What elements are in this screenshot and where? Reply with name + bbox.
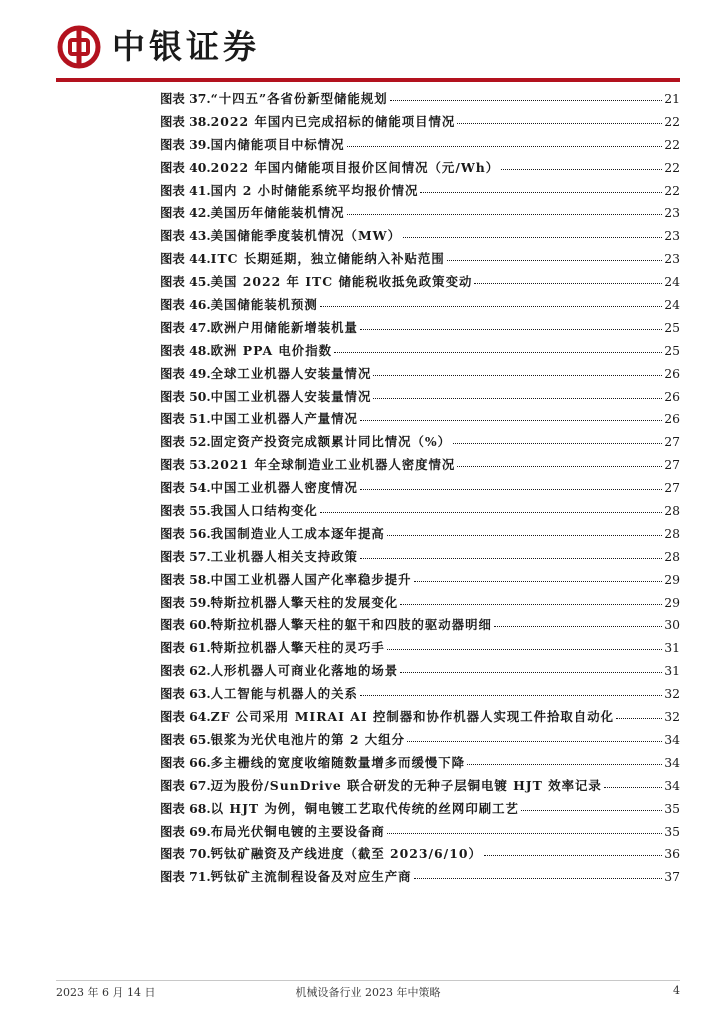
toc-entry-label: 图表 37. xyxy=(160,91,211,106)
figure-index-list xyxy=(160,88,680,889)
dot-leader xyxy=(407,740,662,742)
dot-leader xyxy=(484,854,662,856)
toc-entry-title: ZF 公司采用 MIRAI AI 控制器和协作机器人实现工件拾取自动化 xyxy=(210,709,614,725)
dot-leader xyxy=(360,488,662,490)
toc-entry-page: 25 xyxy=(664,342,680,358)
toc-entry-label: 图表 45. xyxy=(160,274,211,290)
toc-entry-label: 图表 69. xyxy=(160,823,211,839)
toc-entry-title: 工业机器人相关支持政策 xyxy=(210,548,358,564)
toc-entry[interactable] xyxy=(160,729,680,752)
toc-entry-page: 26 xyxy=(664,388,680,404)
toc-entry[interactable] xyxy=(160,660,680,683)
toc-entry-page: 35 xyxy=(664,800,680,816)
toc-entry-title: 中国工业机器人密度情况 xyxy=(210,480,358,496)
toc-entry-title: 迈为股份/SunDrive 联合研发的无种子层铜电镀 HJT 效率记录 xyxy=(210,777,602,793)
toc-entry[interactable] xyxy=(160,202,680,225)
toc-entry-label: 图表 50. xyxy=(160,388,211,404)
toc-entry-label: 图表 57. xyxy=(160,548,211,564)
toc-entry[interactable] xyxy=(160,500,680,523)
toc-entry-page: 24 xyxy=(664,274,680,290)
bank-of-china-logo-icon xyxy=(56,24,102,70)
toc-entry-title: 2021 年全球制造业工业机器人密度情况 xyxy=(210,457,456,473)
dot-leader xyxy=(494,625,662,627)
toc-entry-label: 图表 52. xyxy=(160,434,211,450)
toc-entry-label: 图表 38. xyxy=(160,113,211,129)
toc-entry-label: 图表 49. xyxy=(160,365,211,381)
toc-entry-page: 27 xyxy=(664,457,680,473)
toc-entry-label: 图表 60. xyxy=(160,617,211,633)
toc-entry-title: 我国制造业人工成本逐年提高 xyxy=(210,525,385,541)
toc-entry-title: 以 HJT 为例，铜电镀工艺取代传统的丝网印刷工艺 xyxy=(210,800,519,816)
toc-entry-title: 2022 年国内储能项目报价区间情况（元/Wh） xyxy=(210,159,500,175)
toc-entry-label: 图表 68. xyxy=(160,800,211,816)
toc-entry-title: 中国工业机器人国产化率稳步提升 xyxy=(210,571,412,587)
toc-entry[interactable] xyxy=(160,88,680,111)
toc-entry-page: 30 xyxy=(664,617,680,633)
toc-entry-label: 图表 58. xyxy=(160,571,211,587)
toc-entry[interactable] xyxy=(160,775,680,798)
toc-entry[interactable] xyxy=(160,821,680,844)
dot-leader xyxy=(373,397,662,399)
dot-leader xyxy=(390,99,663,101)
toc-entry-page: 26 xyxy=(664,365,680,381)
toc-entry-title: 人形机器人可商业化落地的场景 xyxy=(210,663,399,679)
toc-entry-page: 28 xyxy=(664,548,680,564)
toc-entry-title: 特斯拉机器人擎天柱的发展变化 xyxy=(210,594,399,610)
toc-entry-title: “十四五”各省份新型储能规划 xyxy=(210,91,388,106)
toc-entry-page: 28 xyxy=(664,503,680,519)
toc-entry-page: 34 xyxy=(664,777,680,793)
toc-entry-page: 23 xyxy=(664,228,680,244)
toc-entry-title: 国内 2 小时储能系统平均报价情况 xyxy=(210,182,419,198)
toc-entry[interactable] xyxy=(160,523,680,546)
toc-entry[interactable] xyxy=(160,408,680,431)
dot-leader xyxy=(347,213,663,215)
toc-entry-page: 22 xyxy=(664,136,680,152)
toc-entry-page: 31 xyxy=(664,663,680,679)
dot-leader xyxy=(387,648,662,650)
toc-entry-page: 27 xyxy=(664,480,680,496)
dot-leader xyxy=(360,328,662,330)
toc-entry-label: 图表 63. xyxy=(160,686,211,702)
toc-entry-title: 美国 2022 年 ITC 储能税收抵免政策变动 xyxy=(210,274,473,290)
dot-leader xyxy=(403,236,662,238)
toc-entry[interactable] xyxy=(160,386,680,409)
page-footer xyxy=(56,984,680,1002)
toc-entry[interactable] xyxy=(160,363,680,386)
toc-entry[interactable] xyxy=(160,546,680,569)
dot-leader xyxy=(320,511,662,513)
toc-entry[interactable] xyxy=(160,706,680,729)
toc-entry-page: 31 xyxy=(664,640,680,656)
dot-leader xyxy=(400,671,662,673)
dot-leader xyxy=(334,351,662,353)
dot-leader xyxy=(420,191,662,193)
toc-entry-page: 24 xyxy=(664,297,680,313)
toc-entry[interactable] xyxy=(160,225,680,248)
toc-entry-label: 图表 41. xyxy=(160,182,211,198)
dot-leader xyxy=(521,809,662,811)
toc-entry-page: 32 xyxy=(664,709,680,725)
toc-entry-title: 欧洲户用储能新增装机量 xyxy=(210,319,358,335)
toc-entry-title: 美国储能装机预测 xyxy=(210,297,318,313)
toc-entry-label: 图表 64. xyxy=(160,709,211,725)
toc-entry-label: 图表 47. xyxy=(160,319,211,335)
toc-entry-label: 图表 39. xyxy=(160,136,211,152)
toc-entry-label: 图表 61. xyxy=(160,640,211,656)
toc-entry-label: 图表 65. xyxy=(160,731,211,747)
dot-leader xyxy=(400,603,662,605)
toc-entry-page: 37 xyxy=(664,869,680,885)
toc-entry-title: 美国历年储能装机情况 xyxy=(210,205,345,221)
footer-divider xyxy=(56,980,680,981)
dot-leader xyxy=(474,282,662,284)
toc-entry[interactable] xyxy=(160,157,680,180)
page-header xyxy=(56,22,260,72)
toc-entry-title: 全球工业机器人安装量情况 xyxy=(210,365,372,381)
dot-leader xyxy=(387,832,662,834)
toc-entry-title: 欧洲 PPA 电价指数 xyxy=(210,342,332,358)
dot-leader xyxy=(387,534,662,536)
toc-entry-title: 我国人口结构变化 xyxy=(210,503,318,519)
dot-leader xyxy=(360,419,662,421)
toc-entry[interactable] xyxy=(160,866,680,889)
toc-entry[interactable] xyxy=(160,271,680,294)
toc-entry-page: 21 xyxy=(664,91,680,106)
dot-leader xyxy=(347,145,663,147)
toc-entry[interactable] xyxy=(160,248,680,271)
dot-leader xyxy=(360,557,662,559)
toc-entry-label: 图表 42. xyxy=(160,205,211,221)
toc-entry-title: 布局光伏铜电镀的主要设备商 xyxy=(210,823,385,839)
toc-entry-page: 34 xyxy=(664,754,680,770)
toc-entry-label: 图表 40. xyxy=(160,159,211,175)
dot-leader xyxy=(360,694,662,696)
toc-entry-label: 图表 46. xyxy=(160,297,211,313)
toc-entry-title: 国内储能项目中标情况 xyxy=(210,136,345,152)
header-divider xyxy=(56,78,680,82)
toc-entry[interactable] xyxy=(160,454,680,477)
dot-leader xyxy=(453,442,662,444)
toc-entry-page: 28 xyxy=(664,525,680,541)
toc-entry-title: 2022 年国内已完成招标的储能项目情况 xyxy=(210,113,456,129)
brand-name: 中银证券 xyxy=(112,27,260,66)
dot-leader xyxy=(320,305,662,307)
toc-entry[interactable] xyxy=(160,592,680,615)
toc-entry-page: 27 xyxy=(664,434,680,450)
toc-entry-page: 22 xyxy=(664,159,680,175)
toc-entry-page: 34 xyxy=(664,731,680,747)
footer-date: 2023 年 6 月 14 日 xyxy=(56,986,156,999)
toc-entry[interactable] xyxy=(160,180,680,203)
toc-entry[interactable] xyxy=(160,614,680,637)
toc-entry[interactable] xyxy=(160,798,680,821)
toc-entry[interactable] xyxy=(160,134,680,157)
toc-entry-title: 特斯拉机器人擎天柱的躯干和四肢的驱动器明细 xyxy=(210,617,492,633)
toc-entry-page: 35 xyxy=(664,823,680,839)
toc-entry-label: 图表 70. xyxy=(160,846,211,862)
toc-entry-label: 图表 67. xyxy=(160,777,211,793)
dot-leader xyxy=(501,168,662,170)
toc-entry-page: 23 xyxy=(664,251,680,267)
toc-entry-label: 图表 55. xyxy=(160,503,211,519)
toc-entry[interactable] xyxy=(160,637,680,660)
toc-entry[interactable] xyxy=(160,569,680,592)
toc-entry[interactable] xyxy=(160,752,680,775)
toc-entry-label: 图表 53. xyxy=(160,457,211,473)
dot-leader xyxy=(457,465,662,467)
toc-entry-label: 图表 62. xyxy=(160,663,211,679)
toc-entry-page: 36 xyxy=(664,846,680,862)
toc-entry[interactable] xyxy=(160,294,680,317)
toc-entry-title: 美国储能季度装机情况（MW） xyxy=(210,228,401,244)
dot-leader xyxy=(604,786,662,788)
toc-entry[interactable] xyxy=(160,431,680,454)
dot-leader xyxy=(467,763,662,765)
toc-entry-label: 图表 48. xyxy=(160,342,211,358)
dot-leader xyxy=(457,122,662,124)
dot-leader xyxy=(414,580,663,582)
toc-entry-page: 25 xyxy=(664,319,680,335)
toc-entry-label: 图表 54. xyxy=(160,480,211,496)
toc-entry-page: 22 xyxy=(664,182,680,198)
toc-entry-page: 29 xyxy=(664,571,680,587)
toc-entry-title: 中国工业机器人产量情况 xyxy=(210,411,358,427)
toc-entry-title: 中国工业机器人安装量情况 xyxy=(210,388,372,404)
toc-entry[interactable] xyxy=(160,477,680,500)
toc-entry[interactable] xyxy=(160,683,680,706)
dot-leader xyxy=(373,374,662,376)
toc-entry[interactable] xyxy=(160,340,680,363)
toc-entry-title: 人工智能与机器人的关系 xyxy=(210,686,358,702)
toc-entry-page: 22 xyxy=(664,113,680,129)
toc-entry-page: 29 xyxy=(664,594,680,610)
toc-entry-title: 钙钛矿融资及产线进度（截至 2023/6/10） xyxy=(210,846,482,862)
toc-entry-page: 32 xyxy=(664,686,680,702)
toc-entry-page: 23 xyxy=(664,205,680,221)
toc-entry-title: 钙钛矿主流制程设备及对应生产商 xyxy=(210,869,412,885)
toc-entry-label: 图表 59. xyxy=(160,594,211,610)
toc-entry[interactable] xyxy=(160,111,680,134)
footer-report-title: 机械设备行业 2023 年中策略 xyxy=(295,986,441,999)
toc-entry-label: 图表 51. xyxy=(160,411,211,427)
toc-entry-page: 26 xyxy=(664,411,680,427)
dot-leader xyxy=(616,717,662,719)
toc-entry[interactable] xyxy=(160,843,680,866)
dot-leader xyxy=(414,877,663,879)
toc-entry-title: 固定资产投资完成额累计同比情况（%） xyxy=(210,434,452,450)
toc-entry-label: 图表 43. xyxy=(160,228,211,244)
toc-entry-label: 图表 56. xyxy=(160,525,211,541)
toc-entry-title: 多主栅线的宽度收缩随数量增多而缓慢下降 xyxy=(210,754,466,770)
dot-leader xyxy=(447,259,663,261)
toc-entry-label: 图表 66. xyxy=(160,754,211,770)
toc-entry-title: ITC 长期延期，独立储能纳入补贴范围 xyxy=(210,251,445,267)
footer-page-number: 4 xyxy=(673,984,680,997)
toc-entry[interactable] xyxy=(160,317,680,340)
toc-entry-label: 图表 71. xyxy=(160,869,211,885)
toc-entry-label: 图表 44. xyxy=(160,251,211,267)
toc-entry-title: 特斯拉机器人擎天柱的灵巧手 xyxy=(210,640,385,656)
toc-entry-title: 银浆为光伏电池片的第 2 大组分 xyxy=(210,731,405,747)
